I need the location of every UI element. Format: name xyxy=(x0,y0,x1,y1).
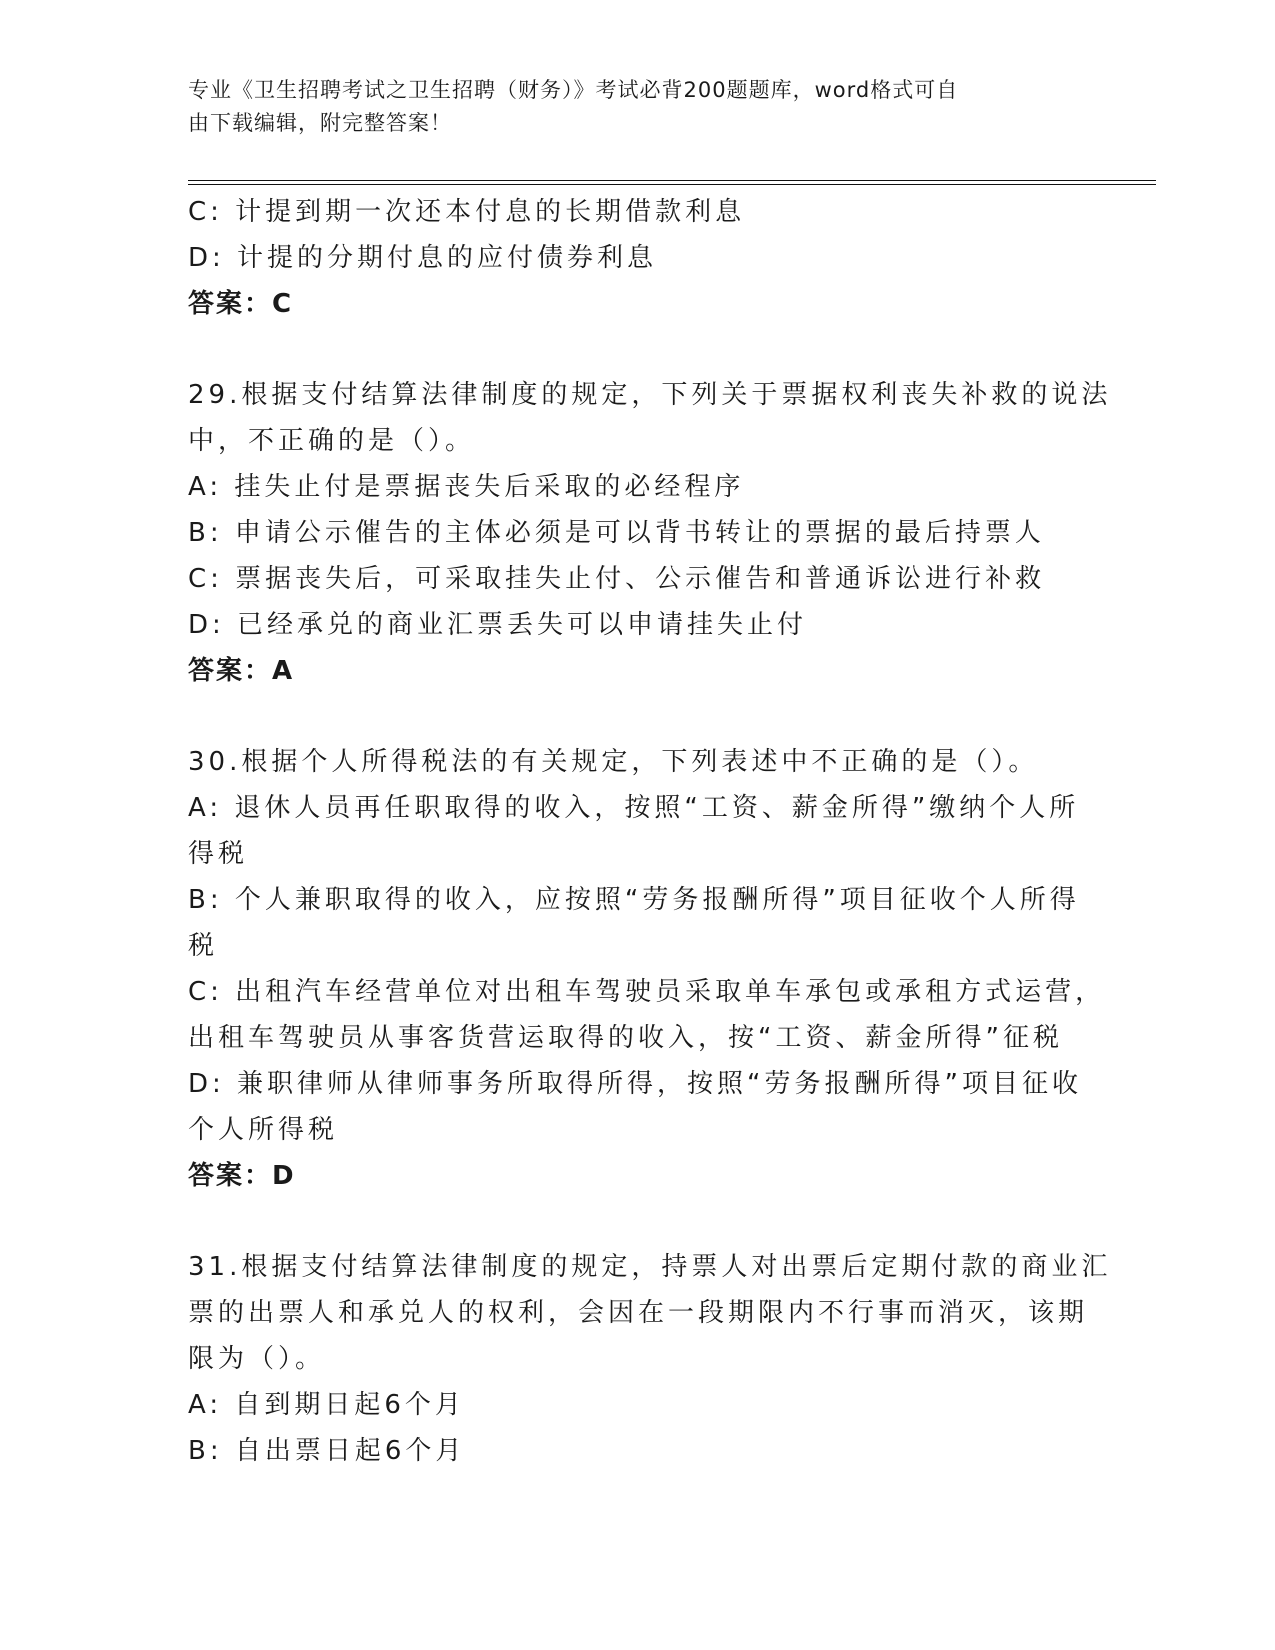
question-28-tail xyxy=(188,189,1088,327)
question-stem: 限为（）。 xyxy=(188,1344,326,1374)
option-b: B: 个人兼职取得的收入，应按照“劳务报酬所得”项目征收个人所得 xyxy=(188,885,1080,915)
header-title-line-1: 专业《卫生招聘考试之卫生招聘（财务）》考试必背200题题库，word格式可自 xyxy=(188,78,959,102)
question-stem: 29.根据支付结算法律制度的规定，下列关于票据权利丧失补救的说法 xyxy=(188,380,1112,410)
question-list xyxy=(188,189,1112,1474)
document-header xyxy=(188,74,1068,140)
option-b: B: 自出票日起6个月 xyxy=(188,1436,466,1466)
option-a: A: 自到期日起6个月 xyxy=(188,1390,465,1420)
option-b-continued: 税 xyxy=(188,931,219,961)
option-c: C: 计提到期一次还本付息的长期借款利息 xyxy=(188,197,746,227)
spacer xyxy=(188,1199,1088,1244)
option-d: D: 计提的分期付息的应付债券利息 xyxy=(188,243,658,273)
header-divider-top xyxy=(188,180,1156,181)
option-c-continued: 出租车驾驶员从事客货营运取得的收入，按“工资、薪金所得”征税 xyxy=(188,1023,1063,1053)
spacer xyxy=(188,694,1088,739)
question-stem: 中，不正确的是（）。 xyxy=(188,426,476,456)
option-c: C: 票据丧失后，可采取挂失止付、公示催告和普通诉讼进行补救 xyxy=(188,564,1046,594)
answer: 答案：D xyxy=(188,1161,296,1191)
option-a: A: 退休人员再任职取得的收入，按照“工资、薪金所得”缴纳个人所 xyxy=(188,793,1080,823)
question-stem: 票的出票人和承兑人的权利，会因在一段期限内不行事而消灭，该期 xyxy=(188,1298,1089,1328)
option-d: D: 兼职律师从律师事务所取得所得，按照“劳务报酬所得”项目征收 xyxy=(188,1069,1082,1099)
option-b: B: 申请公示催告的主体必须是可以背书转让的票据的最后持票人 xyxy=(188,518,1045,548)
option-a-continued: 得税 xyxy=(188,839,249,869)
question-stem: 30.根据个人所得税法的有关规定，下列表述中不正确的是（）。 xyxy=(188,747,1039,777)
spacer xyxy=(188,327,1088,372)
question-stem: 31.根据支付结算法律制度的规定，持票人对出票后定期付款的商业汇 xyxy=(188,1252,1112,1282)
question-29 xyxy=(188,372,1112,694)
header-divider-bottom xyxy=(188,184,1156,185)
question-31 xyxy=(188,1244,1112,1474)
option-c: C: 出租汽车经营单位对出租车驾驶员采取单车承包或承租方式运营， xyxy=(188,977,1106,1007)
answer: 答案：C xyxy=(188,289,294,319)
question-30 xyxy=(188,739,1106,1199)
header-title-line-2: 由下载编辑，附完整答案！ xyxy=(188,111,452,135)
option-d-continued: 个人所得税 xyxy=(188,1115,339,1145)
answer: 答案：A xyxy=(188,656,295,686)
option-d: D: 已经承兑的商业汇票丢失可以申请挂失止付 xyxy=(188,610,808,640)
option-a: A: 挂失止付是票据丧失后采取的必经程序 xyxy=(188,472,745,502)
